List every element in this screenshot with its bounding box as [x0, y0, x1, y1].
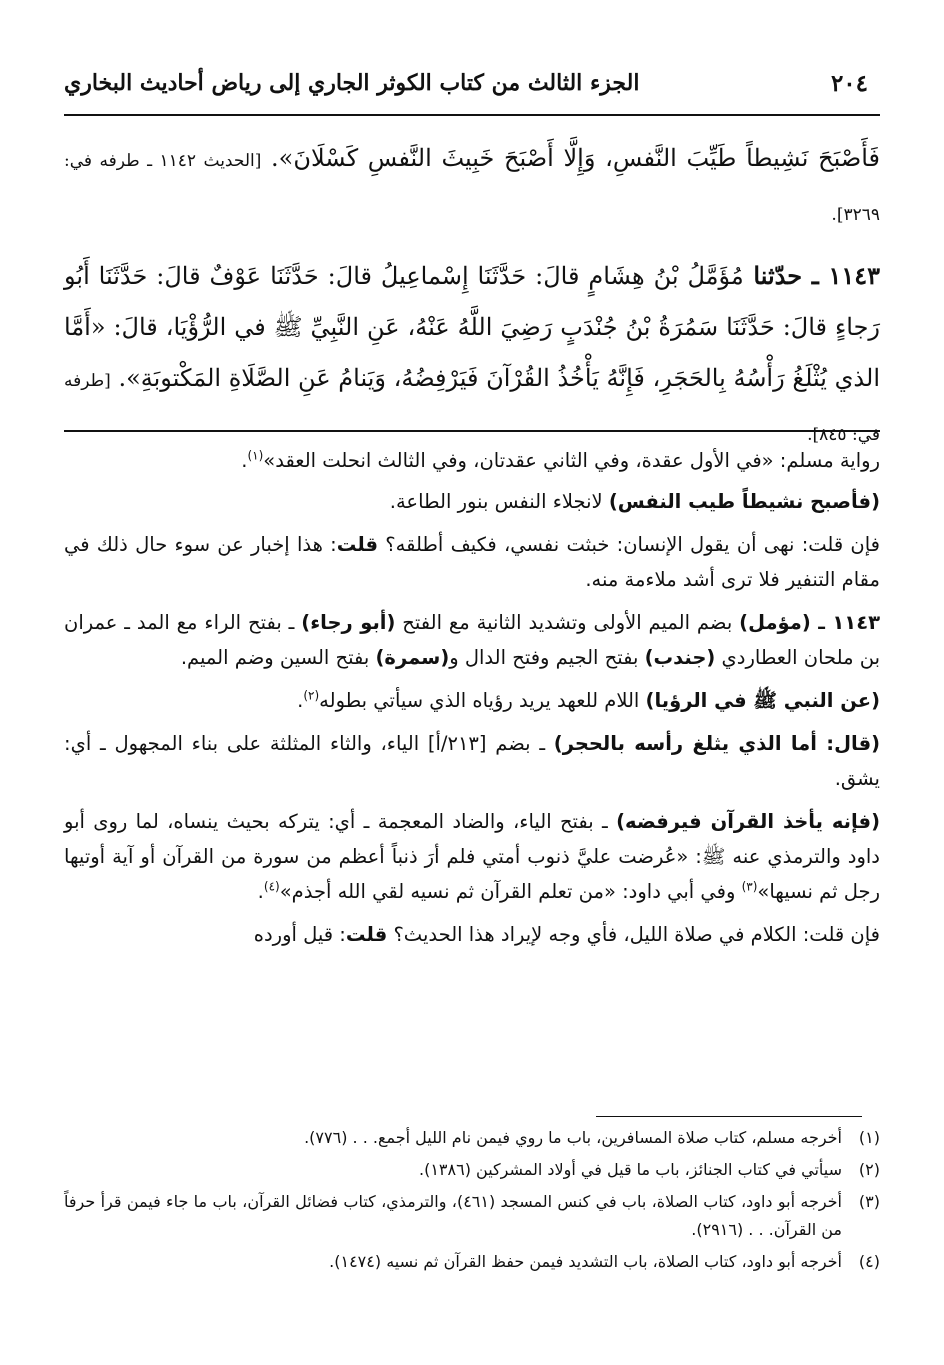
hadith-1143-text: مُؤَمَّلُ بْنُ هِشَامٍ قالَ: حَدَّثَنَا إِسْماعِيلُ قالَ: حَدَّثَنَا عَوْفٌ قالَ: حَدَّثَنَا أَبُو رَجاءٍ قالَ: حَدَّثَنَا سَمُرَةُ بْنُ جُنْدَبٍ رَضِيَ اللَّهُ عَنْهُ، عَنِ النَّبِيِّ ﷺ في الرُّؤْيَا، قالَ: «أَمَّا الذي يُثْلَغُ رَأْسُهُ بِالحَجَرِ، فَإِنَّهُ يَأْخُذُ القُرْآنَ فَيَرْفِضُهُ، وَيَنامُ عَنِ الصَّلَاةِ المَكْتوبَةِ».	[64, 262, 880, 392]
hadith-1142-reference: [الحديث ١١٤٢ ـ طرفه في: ٣٢٦٩].	[64, 151, 880, 225]
hadith-1143-reference: [طرفه في: ٨٤٥].	[64, 371, 880, 445]
footnote-rule	[596, 1116, 862, 1117]
running-title: الجزء الثالث من كتاب الكوثر الجاري إلى رياض أحاديث البخاري	[64, 70, 640, 96]
commentary-paragraph: (عن النبي ﷺ في الرؤيا) اللام للعهد يريد رؤياه الذي سيأتي بطوله$^{(٢)}$.	[297, 688, 880, 712]
footnote-ref: (٢)	[303, 688, 320, 703]
commentary-paragraph: فإن قلت: نهى أن يقول الإنسان: خبثت نفسي، فكيف أطلقه؟ قلت: هذا إخبار عن سوء حال ذلك في مقام التنفير فلا ترى أشد ملاءمة منه.	[64, 533, 880, 591]
page-number: ٢٠٤	[830, 70, 868, 97]
footnote-text: أخرجه أبو داود، كتاب الصلاة، باب في كنس المسجد (٤٦١)، والترمذي، كتاب فضائل القرآن، باب ما جاء فيمن قرأ حرفاً من القرآن. . . (٢٩١٦).	[64, 1192, 842, 1239]
footnote	[64, 1124, 880, 1152]
footnote-text: أخرجه مسلم، كتاب صلاة المسافرين، باب ما روي فيمن نام الليل أجمع. . . (٧٧٦).	[304, 1128, 842, 1147]
commentary-paragraph: (فإنه يأخذ القرآن فيرفضه) ـ بفتح الياء، والضاد المعجمة ـ أي: يتركه بحيث ينساه، لما روى أبو داود والترمذي عنه ﷺ: «عُرضت عليَّ ذنوب أمتي فلم أرَ ذنباً أعظم من سورة من القرآن أو آية أوتيها رجل ثم نسيها»$^{(٣)}$ وفي أبي داود: «من تعلم القرآن ثم نسيه لقي الله أجذم»$^{(٤)}$.	[64, 810, 880, 903]
footnotes	[64, 1124, 880, 1280]
footnote-ref: (١)	[247, 448, 264, 463]
commentary-paragraph: ١١٤٣ ـ (مؤمل) بضم الميم الأولى وتشديد الثانية مع الفتح (أبو رجاء) ـ بفتح الراء مع المد ـ عمران بن ملحان العطاردي (جندب) بفتح الجيم وفتح الدال و(سمرة) بفتح السين وضم الميم.	[64, 611, 881, 669]
commentary-paragraph: (فأصبح نشيطاً طيب النفس) لانجلاء النفس بنور الطاعة.	[389, 490, 880, 513]
footnote-number: (١)	[858, 1128, 880, 1147]
hadith-1143-number: ١١٤٣ ـ حدّثنا	[743, 261, 880, 290]
footnote	[64, 1156, 880, 1184]
footnote-text: سيأتي في كتاب الجنائز، باب ما قيل في أولاد المشركين (١٣٨٦).	[419, 1160, 842, 1179]
footnote-ref: (٣)	[741, 879, 758, 894]
commentary-paragraph: (قال: أما الذي يثلغ رأسه بالحجر) ـ بضم [٢١٣/أ] الياء، والثاء المثلثة على بناء المجهول ـ أي: يشق.	[64, 732, 880, 790]
footnote-number: (٤)	[858, 1252, 880, 1271]
footnote-text: أخرجه أبو داود، كتاب الصلاة، باب التشديد فيمن حفظ القرآن ثم نسيه (١٤٧٤).	[329, 1252, 842, 1271]
footnote-number: (٢)	[858, 1160, 880, 1179]
page-header	[64, 64, 880, 116]
hadith-text	[64, 133, 880, 461]
footnote	[64, 1248, 880, 1276]
footnote	[64, 1188, 880, 1244]
hadith-1142-ending	[64, 133, 880, 241]
footnote-ref: (٤)	[263, 879, 280, 894]
hadith-1142-text: فَأَصْبَحَ نَشِيطاً طَيِّبَ النَّفسِ، وَإِلَّا أَصْبَحَ خَبِيثَ النَّفسِ كَسْلَانَ».	[261, 144, 880, 172]
footnote-number: (٣)	[858, 1192, 880, 1211]
commentary-paragraph: فإن قلت: الكلام في صلاة الليل، فأي وجه لإيراد هذا الحديث؟ قلت: قيل أورده	[253, 923, 880, 946]
section-divider	[64, 430, 880, 432]
commentary-paragraph: رواية مسلم: «في الأول عقدة، وفي الثاني عقدتان، وفي الثالث انحلت العقد»$^{(١)}$.	[241, 448, 880, 472]
commentary	[64, 443, 880, 960]
